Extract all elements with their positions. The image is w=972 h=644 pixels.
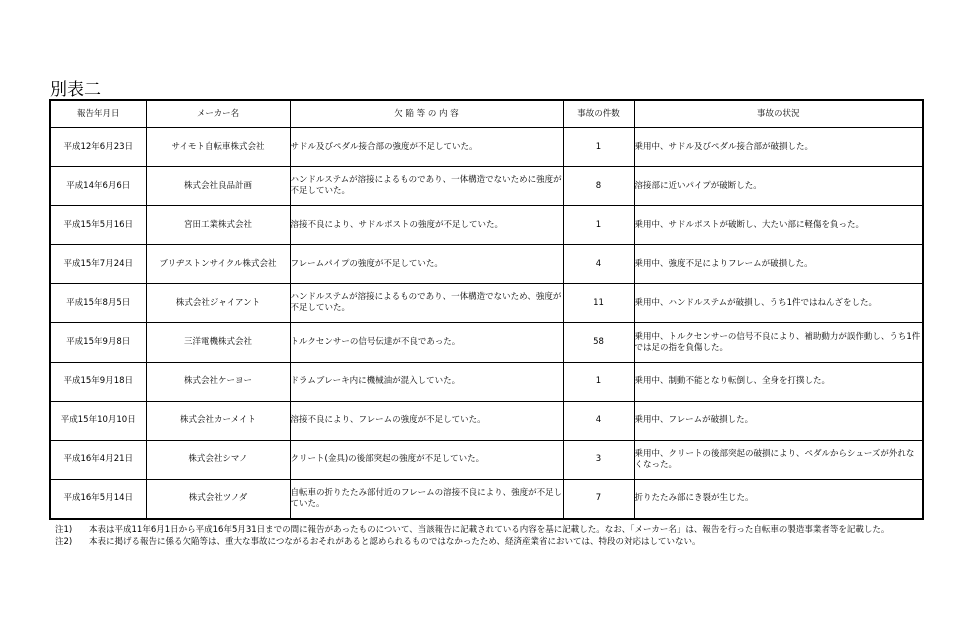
cell-count: 1 [563,206,634,245]
footnote-text: 本表に掲げる報告に係る欠陥等は、重大な事故につながるおそれがあると認められるものではなかったため、経済産業省においては、特段の対応はしていない。 [89,537,701,547]
cell-maker: ブリヂストンサイクル株式会社 [146,245,290,284]
header-maker: メーカー名 [146,100,290,128]
cell-date: 平成15年7月24日 [50,245,146,284]
cell-maker: 三洋電機株式会社 [146,323,290,362]
cell-count: 4 [563,401,634,440]
cell-count: 1 [563,362,634,401]
cell-status: 乗用中、クリートの後部突起の破損により、ペダルからシューズが外れなくなった。 [634,440,923,479]
table-row [50,323,923,362]
table-row [50,362,923,401]
cell-status: 乗用中、トルクセンサーの信号不良により、補助動力が誤作動し、うち1件では足の指を負傷した。 [634,323,923,362]
cell-status: 乗用中、強度不足によりフレームが破損した。 [634,245,923,284]
footnote-label: 注2) [55,537,73,547]
cell-defect: 自転車の折りたたみ部付近のフレームの溶接不良により、強度が不足していた。 [290,479,563,519]
table-row [50,284,923,323]
cell-count: 8 [563,167,634,206]
cell-status: 溶接部に近いパイプが破断した。 [634,167,923,206]
cell-date: 平成15年5月16日 [50,206,146,245]
cell-defect: 溶接不良により、フレームの強度が不足していた。 [290,401,563,440]
cell-defect: クリート(金具)の後部突起の強度が不足していた。 [290,440,563,479]
cell-date: 平成14年6月6日 [50,167,146,206]
cell-defect: 溶接不良により、サドルポストの強度が不足していた。 [290,206,563,245]
cell-maker: 株式会社ケーヨー [146,362,290,401]
cell-defect: トルクセンサーの信号伝達が不良であった。 [290,323,563,362]
cell-count: 1 [563,128,634,167]
cell-count: 4 [563,245,634,284]
table-row [50,206,923,245]
cell-status: 折りたたみ部にき裂が生じた。 [634,479,923,519]
cell-date: 平成15年9月8日 [50,323,146,362]
cell-maker: サイモト自転車株式会社 [146,128,290,167]
cell-defect: ハンドルステムが溶接によるものであり、一体構造でないために強度が不足していた。 [290,167,563,206]
header-status: 事故の状況 [634,100,923,128]
cell-date: 平成16年5月14日 [50,479,146,519]
table-row [50,128,923,167]
table-header-row [50,100,923,128]
footnote [55,536,915,548]
cell-status: 乗用中、フレームが破損した。 [634,401,923,440]
cell-date: 平成16年4月21日 [50,440,146,479]
cell-count: 3 [563,440,634,479]
cell-date: 平成15年9月18日 [50,362,146,401]
cell-defect: フレームパイプの強度が不足していた。 [290,245,563,284]
header-count: 事故の件数 [563,100,634,128]
table-row [50,440,923,479]
cell-maker: 株式会社シマノ [146,440,290,479]
cell-date: 平成15年10月10日 [50,401,146,440]
cell-count: 11 [563,284,634,323]
cell-count: 58 [563,323,634,362]
cell-maker: 宮田工業株式会社 [146,206,290,245]
table-row [50,245,923,284]
document-title: 別表二 [50,80,101,100]
cell-date: 平成15年8月5日 [50,284,146,323]
cell-status: 乗用中、サドル及びペダル接合部が破損した。 [634,128,923,167]
footnote-label: 注1) [55,525,73,535]
cell-maker: 株式会社良品計画 [146,167,290,206]
table-row [50,401,923,440]
cell-status: 乗用中、ハンドルステムが破損し、うち1件ではねんざをした。 [634,284,923,323]
table-row [50,167,923,206]
cell-maker: 株式会社カーメイト [146,401,290,440]
cell-defect: ハンドルステムが溶接によるものであり、一体構造でないため、強度が不足していた。 [290,284,563,323]
header-defect: 欠 陥 等 の 内 容 [290,100,563,128]
footnote-text: 本表は平成11年6月1日から平成16年5月31日までの間に報告があったものについて、当該報告に記載されている内容を基に記載した。なお、「メーカー名」は、報告を行った自転車の製造事業者等を記載した。 [89,525,890,535]
cell-defect: サドル及びペダル接合部の強度が不足していた。 [290,128,563,167]
cell-count: 7 [563,479,634,519]
cell-date: 平成12年6月23日 [50,128,146,167]
cell-status: 乗用中、制動不能となり転倒し、全身を打撲した。 [634,362,923,401]
header-date: 報告年月日 [50,100,146,128]
cell-defect: ドラムブレーキ内に機械油が混入していた。 [290,362,563,401]
cell-maker: 株式会社ジャイアント [146,284,290,323]
cell-maker: 株式会社ツノダ [146,479,290,519]
cell-status: 乗用中、サドルポストが破断し、大たい部に軽傷を負った。 [634,206,923,245]
table-row [50,479,923,519]
footnotes [55,524,915,548]
footnote [55,524,915,536]
incident-table [49,99,924,520]
